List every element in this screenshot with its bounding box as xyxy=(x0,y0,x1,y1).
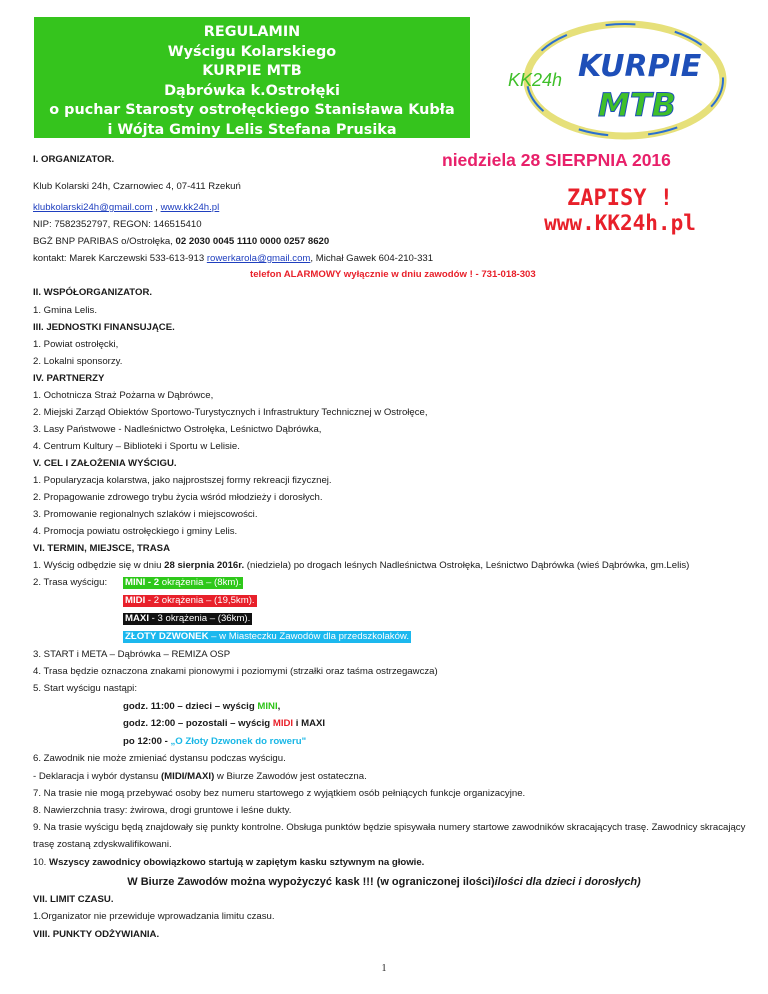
route-maxi xyxy=(123,613,252,625)
route-bell-desc: – w Miasteczku Zawodów dla przedszkolaków. xyxy=(208,631,409,642)
declaration-line xyxy=(33,771,367,783)
svg-text:MTB: MTB xyxy=(598,86,677,124)
race-date-text: 1. Wyścig odbędzie się w dniu xyxy=(33,560,165,571)
svg-text:KURPIE: KURPIE xyxy=(578,49,702,84)
signup-banner xyxy=(510,186,730,236)
route-mini-label: MINI - 2 xyxy=(125,577,160,588)
title-line: i Wójta Gminy Lelis Stefana Prusika xyxy=(107,121,397,138)
list-item: 1. Gmina Lelis. xyxy=(33,305,97,316)
route-mini-desc: okrążenia – (8km). xyxy=(159,577,242,588)
helmet-notice-text: W Biurze Zawodów można wypożyczyć kask !!! (w ograniczonej ilości) xyxy=(127,876,495,888)
alarm-phone: telefon ALARMOWY wyłącznie w dniu zawodów ! - 731-018-303 xyxy=(250,269,536,280)
list-item: 1. Ochotnicza Straż Pożarna w Dąbrówce, xyxy=(33,390,214,401)
route-bell-badge xyxy=(123,631,411,643)
route-bell-label: ZŁOTY DZWONEK xyxy=(125,631,209,642)
contact-email-link[interactable]: rowerkarola@gmail.com xyxy=(206,253,311,264)
org-contact-links xyxy=(33,202,219,214)
start-mini xyxy=(123,701,280,713)
contact-suffix: , Michał Gawek 604-210-331 xyxy=(310,253,434,264)
start-mini-comma: , xyxy=(277,701,281,712)
race-date-line xyxy=(33,560,689,572)
signup-text: ZAPISY ! xyxy=(567,186,673,211)
route-golden-bell xyxy=(123,631,411,643)
list-item: 4. Centrum Kultury – Biblioteki i Sportu w Lelisie. xyxy=(33,441,240,452)
race-date: 28 sierpnia 2016r. xyxy=(164,560,245,571)
start-bell-label: „O Złoty Dzwonek do roweru" xyxy=(170,736,307,747)
title-line: o puchar Starosty ostrołęckiego Stanisława Kubła xyxy=(49,102,455,119)
org-email-link[interactable]: klubkolarski24h@gmail.com xyxy=(33,202,153,213)
title-line: Wyścigu Kolarskiego xyxy=(167,43,337,60)
route-midi-desc: - 2 okrążenia – (19,5km). xyxy=(145,595,255,606)
start-bell-text: po 12:00 - xyxy=(123,736,171,747)
route-midi-label: MIDI xyxy=(125,595,146,606)
list-item: 3. Lasy Państwowe - Nadleśnictwo Ostrołęka, Leśnictwo Dąbrówka, xyxy=(33,424,322,435)
list-item: 9. Na trasie wyścigu będą znajdowały się punkty kontrolne. Obsługa punktów będzie spisywała numery startowe zawodników skracających trasę. Zawodnicy skracający xyxy=(33,822,746,833)
signup-url: www.KK24h.pl xyxy=(544,211,696,235)
declaration-text: - Deklaracja i wybór dystansu xyxy=(33,771,161,782)
title-line: Dąbrówka k.Ostrołęki xyxy=(164,82,340,99)
list-item: 8. Nawierzchnia trasy: żwirowa, drogi gruntowe i leśne dukty. xyxy=(33,805,292,816)
section-title-funding: III. JEDNOSTKI FINANSUJĄCE. xyxy=(33,322,175,333)
page-number: 1 xyxy=(381,963,387,974)
list-item: 2. Lokalni sponsorzy. xyxy=(33,356,123,367)
start-golden-bell xyxy=(123,736,306,748)
route-maxi-badge xyxy=(123,613,252,625)
svg-text:KK24h: KK24h xyxy=(508,70,563,90)
helmet-rental-notice xyxy=(0,876,768,888)
bank-prefix: BGŻ BNP PARIBAS o/Ostrołęka, xyxy=(33,236,176,247)
section-title-schedule: VI. TERMIN, MIEJSCE, TRASA xyxy=(33,543,170,554)
list-item: 1.Organizator nie przewiduje wprowadzania limitu czasu. xyxy=(33,911,275,922)
kurpie-mtb-logo xyxy=(500,18,740,148)
list-item: 1. Popularyzacja kolarstwa, jako najprostszej formy rekreacji fizycznej. xyxy=(33,475,332,486)
list-item: 4. Promocja powiatu ostrołęckiego i gminy Lelis. xyxy=(33,526,238,537)
route-mini xyxy=(123,577,243,589)
start-mini-text: godz. 11:00 – dzieci – wyścig xyxy=(123,701,258,712)
list-item: 2. Propagowanie zdrowego trybu życia wśród młodzieży i dorosłych. xyxy=(33,492,323,503)
route-maxi-label: MAXI xyxy=(125,613,149,624)
contact-prefix: kontakt: Marek Karczewski 533-613-913 xyxy=(33,253,207,264)
list-item-continued: trasę zostaną zdyskwalifikowani. xyxy=(33,839,172,850)
route-midi xyxy=(123,595,257,607)
section-title-goals: V. CEL I ZAŁOŻENIA WYŚCIGU. xyxy=(33,458,177,469)
section-title-feeding: VIII. PUNKTY ODŻYWIANIA. xyxy=(33,929,160,940)
start-midi-label: MIDI xyxy=(272,718,294,729)
helmet-notice-italic: ilości dla dzieci i dorosłych) xyxy=(494,876,641,888)
list-item: 3. Promowanie regionalnych szlaków i miejscowości. xyxy=(33,509,258,520)
route-label: 2. Trasa wyścigu: xyxy=(33,577,108,588)
helmet-rule xyxy=(33,857,424,869)
declaration-rest: w Biurze Zawodów jest ostateczna. xyxy=(214,771,367,782)
list-item: 1. Powiat ostrołęcki, xyxy=(33,339,119,350)
helmet-rule-number: 10. xyxy=(33,857,50,868)
start-midi-maxi xyxy=(123,718,325,730)
section-title-organizer: I. ORGANIZATOR. xyxy=(33,154,115,165)
section-title-coorganizer: II. WSPÓŁORGANIZATOR. xyxy=(33,287,153,298)
race-date-rest: (niedziela) po drogach leśnych Nadleśnictwa Ostrołęka, Leśnictwo Dąbrówka (wieś Dąbrówka, gm.Lelis) xyxy=(244,560,690,571)
route-midi-badge xyxy=(123,595,257,607)
route-maxi-desc: - 3 okrążenia – (36km). xyxy=(148,613,251,624)
bank-account: 02 2030 0045 1110 0000 0257 8620 xyxy=(175,236,330,247)
org-nip: NIP: 7582352797, REGON: 146515410 xyxy=(33,219,202,230)
helmet-rule-text: Wszyscy zawodnicy obowiązkowo startują w zapiętym kasku sztywnym na głowie. xyxy=(49,857,425,868)
event-date: niedziela 28 SIERPNIA 2016 xyxy=(442,150,671,170)
list-item: 7. Na trasie nie mogą przebywać osoby bez numeru startowego z wyjątkiem osób pełniących funkcje organizacyjne. xyxy=(33,788,526,799)
title-line: REGULAMIN xyxy=(203,24,301,40)
org-address: Klub Kolarski 24h, Czarnowiec 4, 07-411 Rzekuń xyxy=(33,181,241,192)
list-item: 4. Trasa będzie oznaczona znakami pionowymi i poziomymi (strzałki oraz taśma ostrzegawcza) xyxy=(33,666,438,677)
start-mini-label: MINI xyxy=(257,701,278,712)
list-item: 2. Miejski Zarząd Obiektów Sportowo-Turystycznych i Infrastruktury Technicznej w Ostrołęce, xyxy=(33,407,428,418)
org-bank xyxy=(33,236,329,248)
list-item: 6. Zawodnik nie może zmieniać dystansu podczas wyścigu. xyxy=(33,753,286,764)
list-item: 3. START i META – Dąbrówka – REMIZA OSP xyxy=(33,649,231,660)
start-maxi-label: i MAXI xyxy=(293,718,326,729)
org-www-link[interactable]: www.kk24h.pl xyxy=(160,202,220,213)
start-midi-text: godz. 12:00 – pozostali – wyścig xyxy=(123,718,273,729)
route-mini-badge xyxy=(123,577,243,589)
section-title-partners: IV. PARTNERZY xyxy=(33,373,105,384)
section-title-time-limit: VII. LIMIT CZASU. xyxy=(33,894,114,905)
org-contact xyxy=(33,253,433,265)
list-item: 5. Start wyścigu nastąpi: xyxy=(33,683,137,694)
declaration-distances: (MIDI/MAXI) xyxy=(160,771,215,782)
title-line: KURPIE MTB xyxy=(202,63,302,80)
title-box xyxy=(34,17,470,138)
org-sep: , xyxy=(152,202,161,213)
